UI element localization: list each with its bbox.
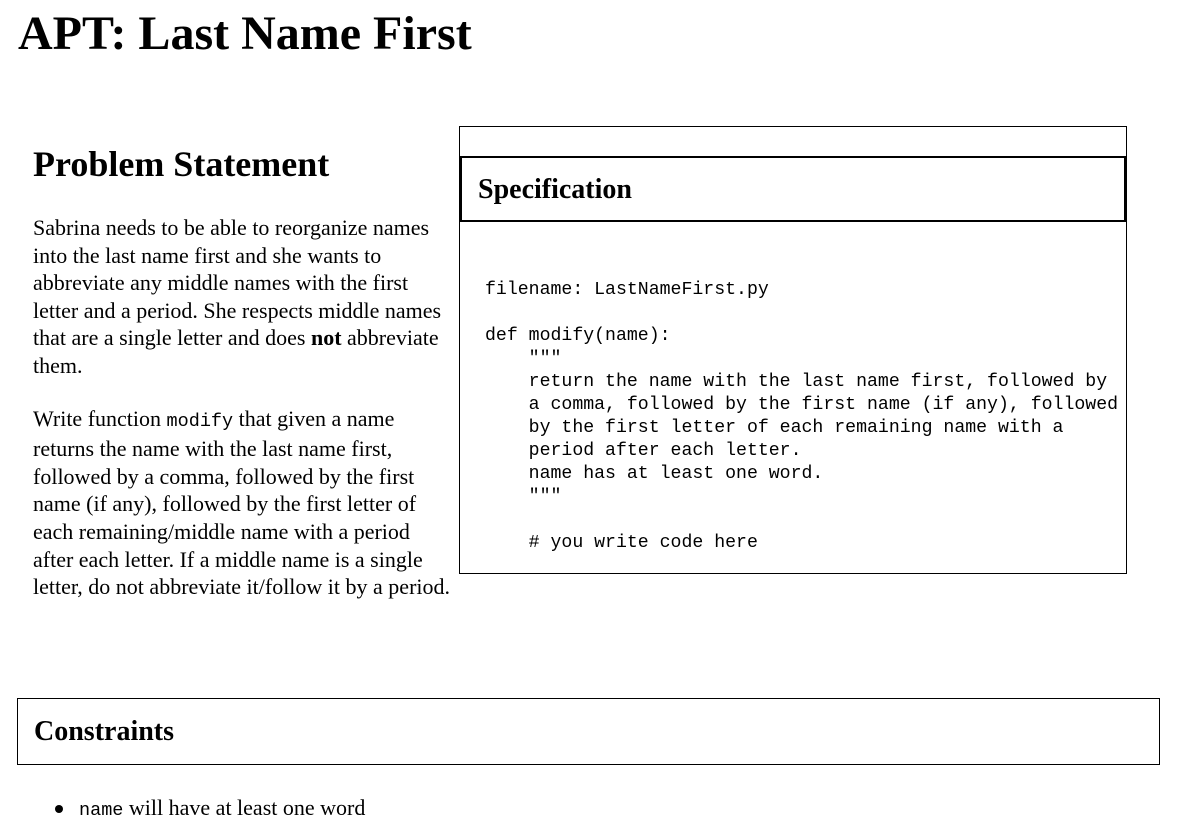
code-line: return the name with the last name first, followed by [485,372,1108,392]
code-line: # you write code here [485,533,758,553]
problem-p1-text-start: Sabrina needs to be able to reorganize names into the last name first and she wants to abbreviate any middle names with the first letter and a period. She respects middle names that are a single letter and does [33,215,442,351]
specification-code-block [485,279,1118,555]
constraints-list [55,793,365,826]
code-line: by the first letter of each remaining name with a [485,418,1064,438]
bullet-icon [55,805,63,813]
code-line: period after each letter. [485,441,802,461]
problem-statement-heading: Problem Statement [33,144,330,184]
specification-box [459,126,1127,574]
code-line: a comma, followed by the first name (if any), followed [485,395,1119,415]
code-line: """ [485,349,562,369]
constraint-text: will have at least one word [123,795,366,820]
problem-paragraph-1 [33,214,453,380]
code-line: """ [485,487,562,507]
function-name-code: modify [166,410,234,432]
problem-p1-bold: not [310,325,342,351]
problem-p1-text-end: abbreviate them. [33,325,439,378]
problem-p2-text-start: Write function [33,405,167,431]
specification-heading: Specification [478,174,632,205]
constraint-item [55,793,365,826]
problem-p2-text-end: that given a name returns the name with the last name first, followed by a comma, followed by the first name (if any), followed by the first letter of each remaining/middle name with a period after each letter. If a middle name is a single letter, do not abbreviate it/follow it by a period. [33,405,451,600]
constraints-header-box [17,698,1160,765]
code-line: name has at least one word. [485,464,824,484]
code-line: def modify(name): [485,326,671,346]
problem-statement-section [33,140,453,601]
code-line [485,509,1118,532]
constraint-code: name [79,800,124,821]
code-line [485,302,1118,325]
problem-paragraph-2 [33,405,453,601]
code-line: filename: LastNameFirst.py [485,280,769,300]
constraints-heading: Constraints [34,716,175,747]
specification-header [460,156,1126,222]
page-title: APT: Last Name First [18,7,472,60]
